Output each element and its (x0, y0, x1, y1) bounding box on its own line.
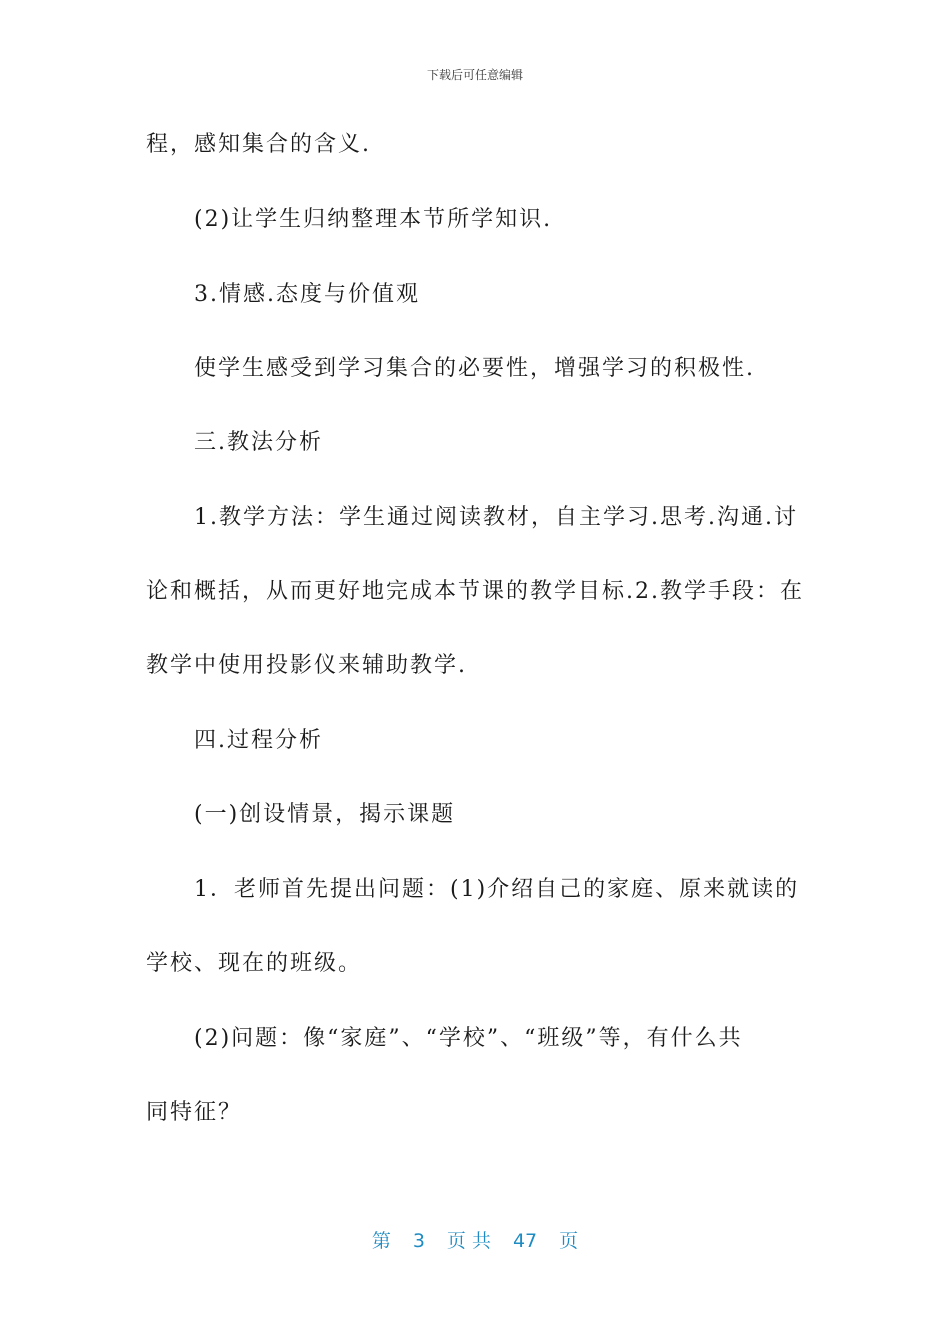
page-total-number: 47 (512, 1230, 538, 1252)
subsection-heading-scenario: (一)创设情景，揭示课题 (194, 802, 456, 827)
paragraph-line-7: 论和概括，从而更好地完成本节课的教学目标.2.教学手段：在 (146, 579, 804, 604)
section-heading-process: 四.过程分析 (194, 728, 323, 753)
page-header-note: 下载后可任意编辑 (426, 68, 523, 82)
section-heading-teaching-method: 三.教法分析 (194, 430, 323, 455)
page-footer-middle: 页 共 (446, 1230, 491, 1252)
paragraph-line-12: 学校、现在的班级。 (146, 951, 363, 976)
paragraph-line-2: (2)让学生归纳整理本节所学知识. (194, 207, 553, 232)
page-footer (0, 1226, 950, 1253)
paragraph-line-4: 使学生感受到学习集合的必要性，增强学习的积极性. (194, 356, 755, 381)
section-heading-emotion: 3.情感.态度与价值观 (194, 282, 420, 307)
page-footer-suffix: 页 (559, 1230, 579, 1252)
paragraph-line-8: 教学中使用投影仪来辅助教学. (146, 653, 467, 678)
paragraph-line-6: 1.教学方法：学生通过阅读教材，自主学习.思考.沟通.讨 (194, 505, 798, 530)
paragraph-line-13: (2)问题：像“家庭”、“学校”、“班级”等，有什么共 (194, 1026, 743, 1051)
page-footer-prefix: 第 (371, 1230, 391, 1252)
paragraph-line-1: 程，感知集合的含义. (146, 132, 371, 157)
paragraph-line-11: 1．老师首先提出问题：(1)介绍自己的家庭、原来就读的 (194, 877, 800, 902)
page-current-number: 3 (412, 1230, 425, 1252)
paragraph-line-14: 同特征？ (146, 1100, 243, 1125)
